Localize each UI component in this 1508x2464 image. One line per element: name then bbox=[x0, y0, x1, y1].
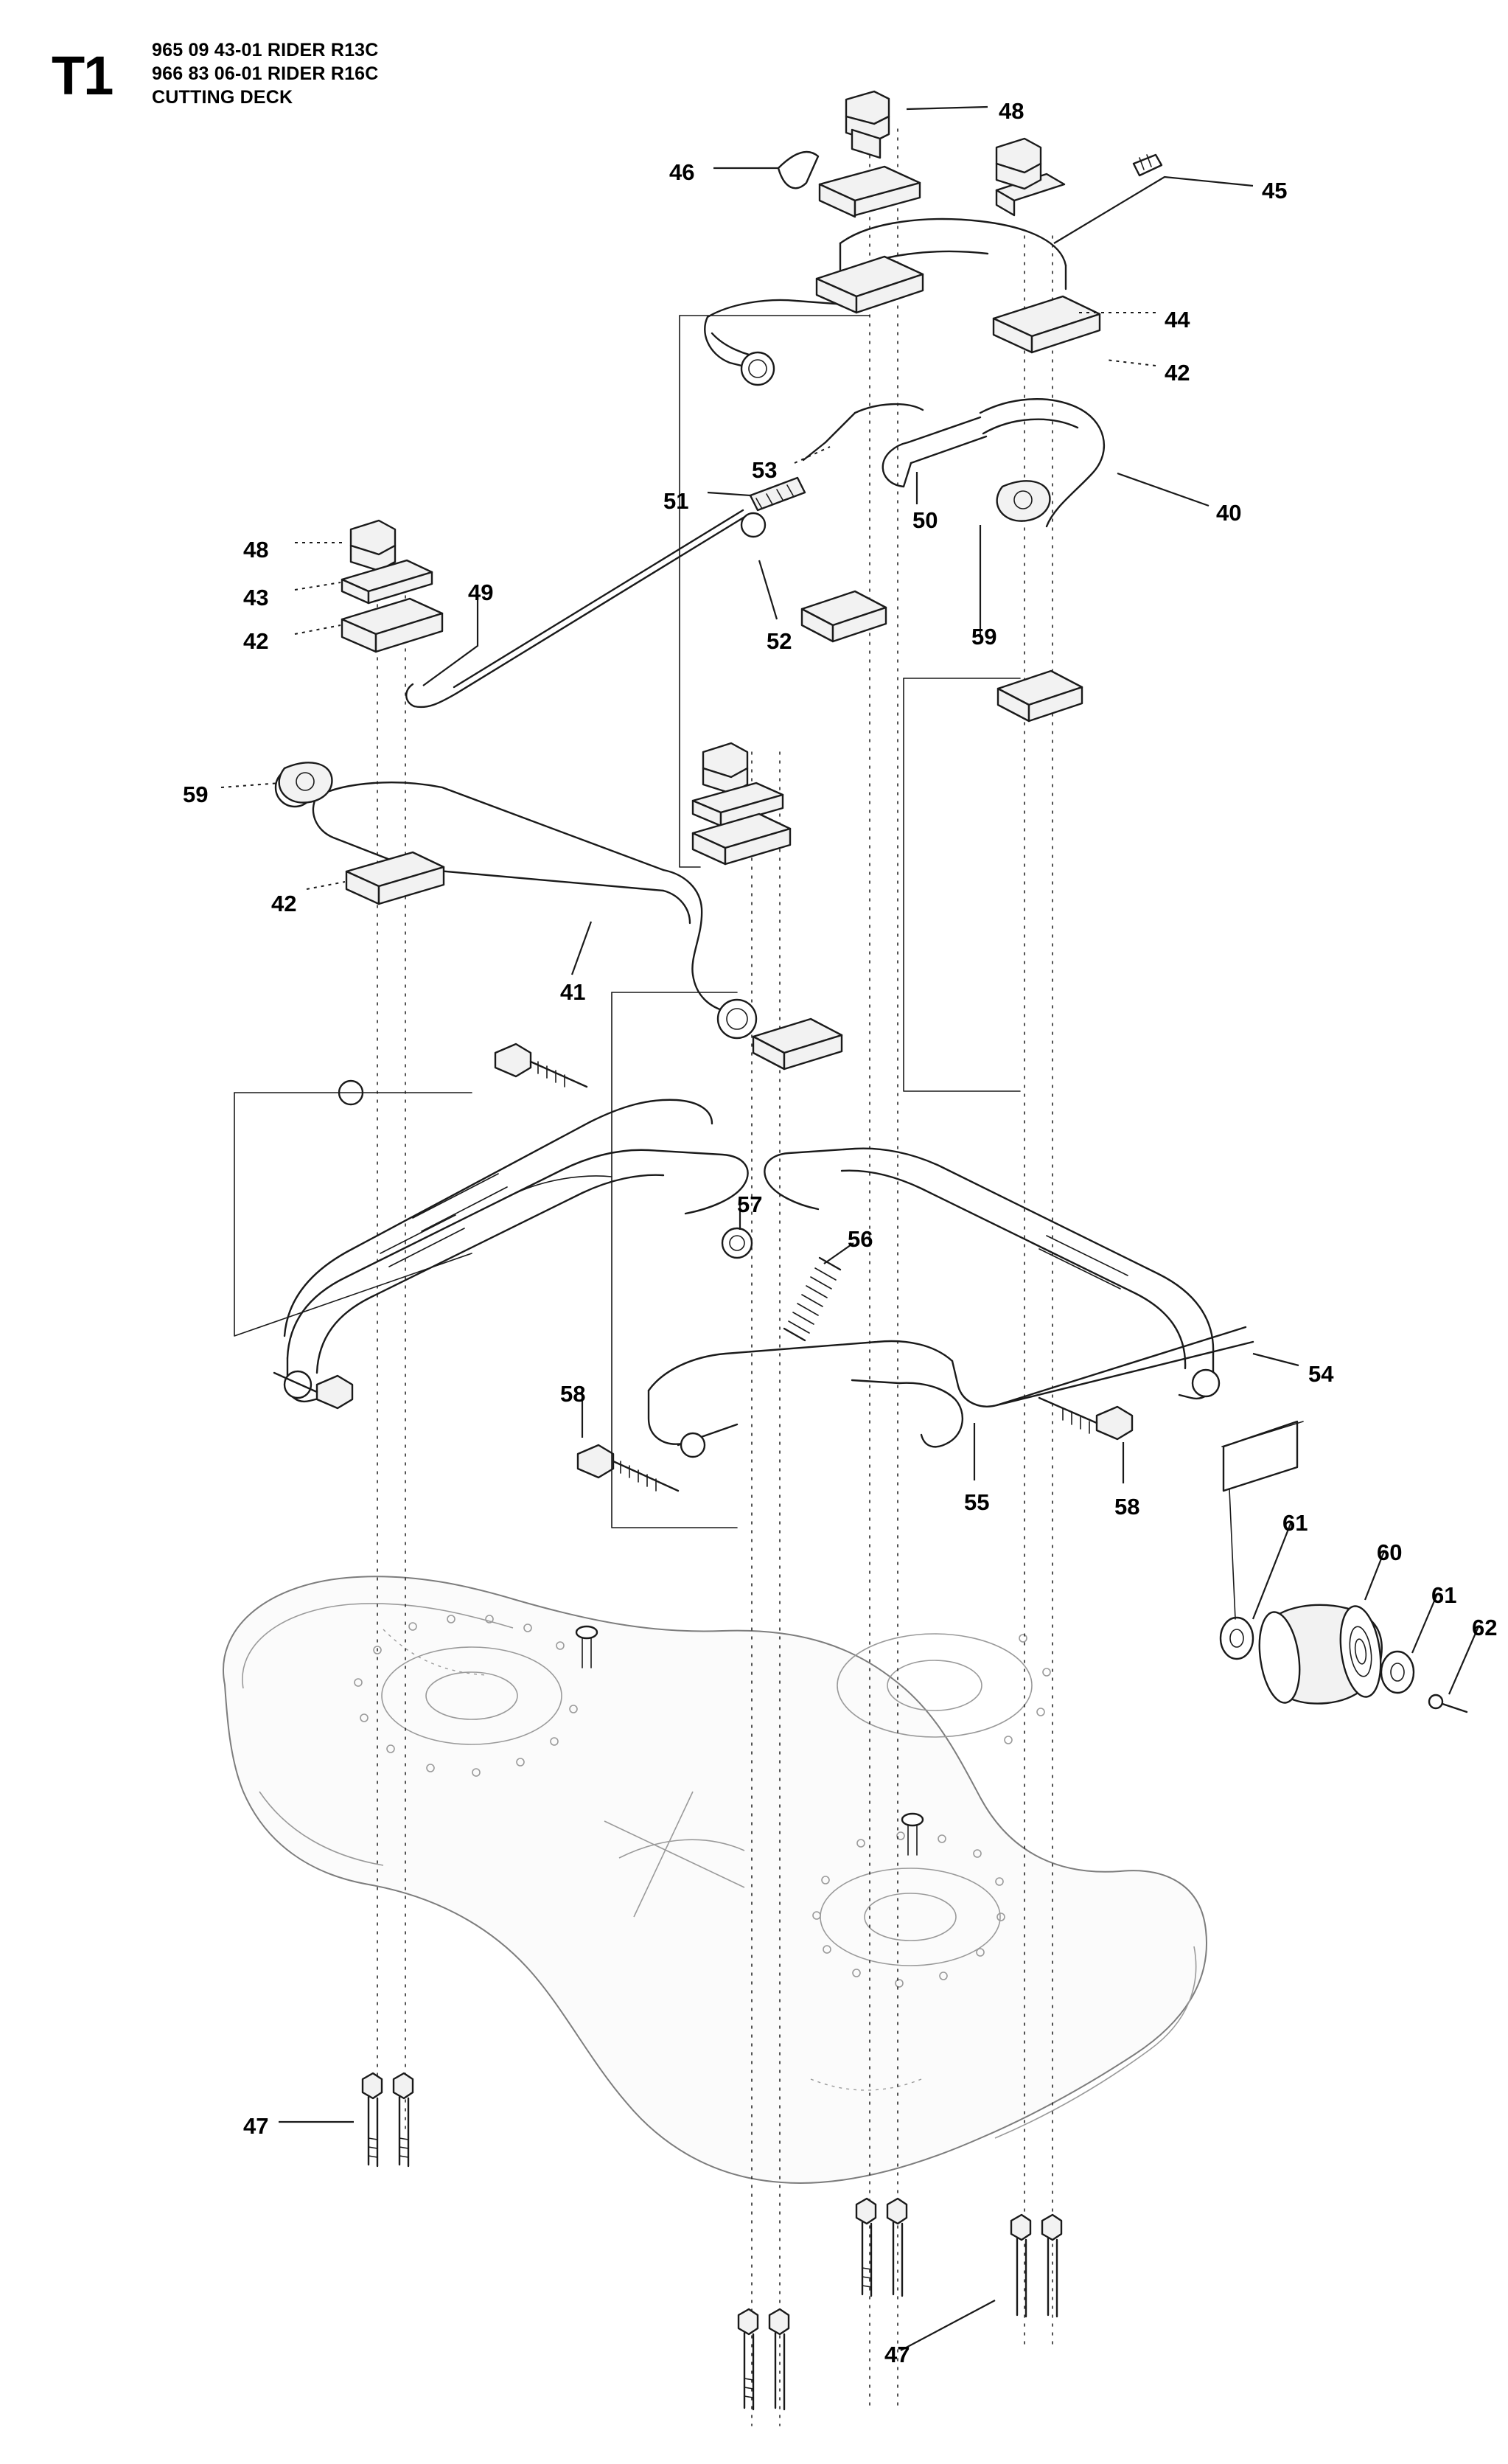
callout-46: 46 bbox=[669, 159, 695, 185]
callout-48-top: 48 bbox=[999, 98, 1024, 124]
callout-53: 53 bbox=[752, 457, 778, 483]
callout-61-right: 61 bbox=[1431, 1582, 1457, 1608]
callout-43: 43 bbox=[243, 585, 269, 610]
callout-60: 60 bbox=[1377, 1539, 1403, 1565]
callout-55: 55 bbox=[964, 1489, 990, 1515]
callout-44: 44 bbox=[1165, 307, 1190, 333]
model-line-2: 966 83 06-01 RIDER R16C bbox=[152, 63, 379, 84]
callout-56: 56 bbox=[848, 1226, 873, 1252]
callout-42-lower: 42 bbox=[271, 891, 297, 916]
callout-59-left: 59 bbox=[183, 782, 209, 807]
callout-48-left: 48 bbox=[243, 537, 269, 563]
callout-54: 54 bbox=[1308, 1361, 1334, 1387]
section-title: CUTTING DECK bbox=[152, 87, 293, 108]
deck-support-arms bbox=[285, 1081, 1253, 1457]
callout-47-left: 47 bbox=[243, 2113, 269, 2139]
callout-61-left: 61 bbox=[1282, 1510, 1308, 1536]
callout-42-left: 42 bbox=[243, 628, 269, 654]
callout-62: 62 bbox=[1472, 1615, 1498, 1640]
callout-41: 41 bbox=[560, 979, 586, 1005]
callout-57: 57 bbox=[737, 1191, 763, 1217]
callout-58-left: 58 bbox=[560, 1381, 586, 1407]
callout-47-bottom: 47 bbox=[884, 2342, 910, 2367]
callout-51: 51 bbox=[663, 488, 689, 514]
callout-42-topright: 42 bbox=[1165, 360, 1190, 386]
gauge-wheel-assembly bbox=[1221, 1421, 1467, 1712]
model-line-1: 965 09 43-01 RIDER R13C bbox=[152, 40, 379, 60]
callout-59-right: 59 bbox=[971, 624, 997, 650]
plate-code: T1 bbox=[52, 45, 113, 106]
callout-49: 49 bbox=[468, 580, 494, 605]
callout-50: 50 bbox=[912, 507, 938, 533]
bracket-hardware bbox=[342, 91, 1100, 1069]
callout-52: 52 bbox=[767, 628, 792, 654]
callout-40: 40 bbox=[1216, 500, 1242, 526]
callout-58-right: 58 bbox=[1114, 1494, 1140, 1520]
callout-45: 45 bbox=[1262, 178, 1288, 203]
